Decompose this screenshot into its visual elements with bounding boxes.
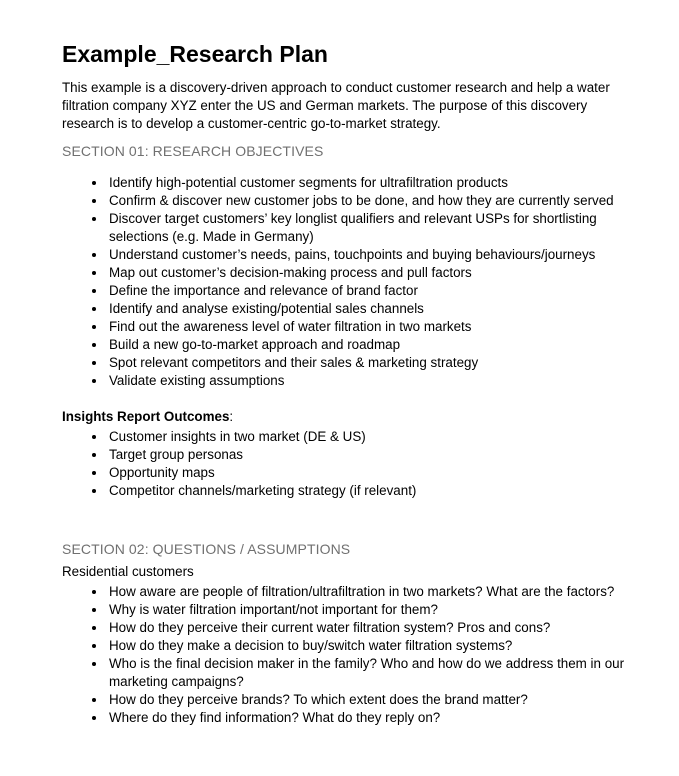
insights-outcomes-label-text: Insights Report Outcomes: [62, 409, 230, 424]
list-item: • Find out the awareness level of water filtration in two markets: [107, 318, 633, 336]
list-item: • Target group personas: [107, 446, 633, 464]
list-item: • How aware are people of filtration/ultrafiltration in two markets? What are the factors?: [107, 583, 633, 601]
list-item: • Customer insights in two market (DE & US): [107, 428, 633, 446]
list-item: • Why is water filtration important/not important for them?: [107, 601, 633, 619]
insights-outcomes-colon: :: [229, 409, 234, 424]
section-01-heading: SECTION 01: RESEARCH OBJECTIVES: [62, 143, 324, 159]
list-item: • Build a new go-to-market approach and roadmap: [107, 336, 633, 354]
list-item: • Identify high-potential customer segments for ultrafiltration products: [107, 174, 633, 192]
list-item: • Opportunity maps: [107, 464, 633, 482]
list-item: • Competitor channels/marketing strategy (if relevant): [107, 482, 633, 500]
list-item: • Confirm & discover new customer jobs to be done, and how they are currently served: [107, 192, 633, 210]
list-item: • Who is the final decision maker in the family? Who and how do we address them in our marketing campaigns?: [107, 655, 633, 691]
section-02-heading: SECTION 02: QUESTIONS / ASSUMPTIONS: [62, 541, 351, 557]
questions-assumptions-list: [62, 583, 633, 727]
intro-paragraph: This example is a discovery-driven approach to conduct customer research and help a water filtration company XYZ enter the US and German markets. The purpose of this discovery research is to develop a customer-centric go-to-market strategy.: [62, 80, 610, 131]
list-item: • Understand customer’s needs, pains, touchpoints and buying behaviours/journeys: [107, 246, 633, 264]
list-item: • Discover target customers’ key longlist qualifiers and relevant USPs for shortlisting selections (e.g. Made in Germany): [107, 210, 633, 246]
list-item: • How do they make a decision to buy/switch water filtration systems?: [107, 637, 633, 655]
list-item: • Define the importance and relevance of brand factor: [107, 282, 633, 300]
list-item: • Map out customer’s decision-making process and pull factors: [107, 264, 633, 282]
insights-outcomes-label: [62, 408, 633, 426]
list-item: • Spot relevant competitors and their sales & marketing strategy: [107, 354, 633, 372]
list-item: • How do they perceive brands? To which extent does the brand matter?: [107, 691, 633, 709]
research-objectives-list: [62, 174, 633, 390]
insights-outcomes-list: [62, 428, 633, 500]
list-item: • Validate existing assumptions: [107, 372, 633, 390]
residential-customers-label: Residential customers: [62, 564, 194, 579]
list-item: • How do they perceive their current water filtration system? Pros and cons?: [107, 619, 633, 637]
list-item: • Identify and analyse existing/potential sales channels: [107, 300, 633, 318]
document-title: Example_Research Plan: [62, 41, 328, 67]
list-item: • Where do they find information? What do they reply on?: [107, 709, 633, 727]
